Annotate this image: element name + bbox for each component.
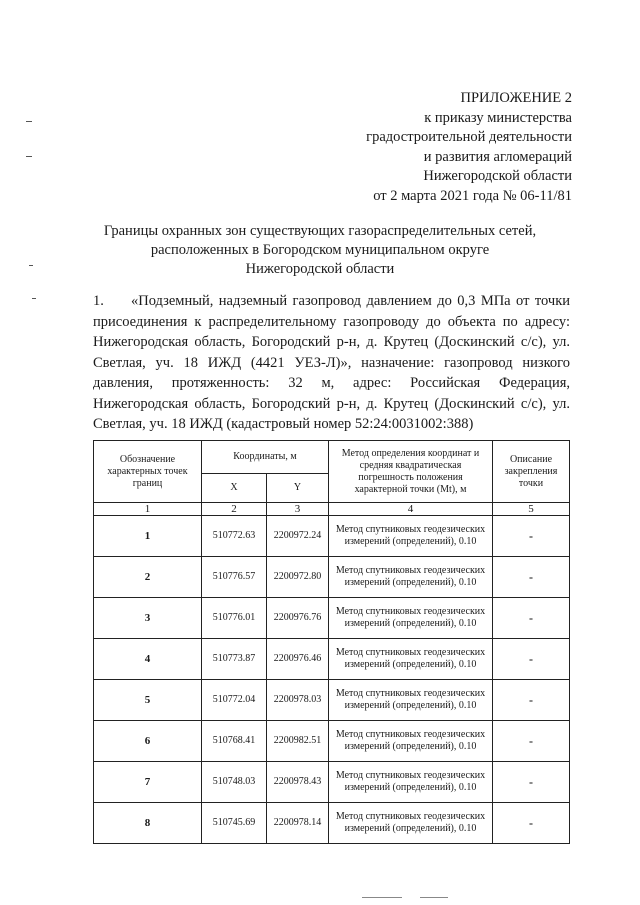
coord-y: 2200976.76 xyxy=(267,598,329,639)
description-cell: - xyxy=(493,721,570,762)
coord-y: 2200976.46 xyxy=(267,639,329,680)
appendix-title: ПРИЛОЖЕНИЕ 2 xyxy=(460,90,572,106)
appendix-header xyxy=(366,89,572,206)
table-row xyxy=(94,598,570,639)
coord-y: 2200972.80 xyxy=(267,557,329,598)
coord-x: 510768.41 xyxy=(202,721,267,762)
point-id: 6 xyxy=(94,721,202,762)
header-method: Метод определения координат и средняя квадратическая погрешность положения характерной точки (Mt), м xyxy=(329,441,493,503)
point-id: 7 xyxy=(94,762,202,803)
appendix-line: градостроительной деятельности xyxy=(366,129,572,145)
column-number: 3 xyxy=(267,503,329,516)
description-cell: - xyxy=(493,598,570,639)
column-number: 5 xyxy=(493,503,570,516)
title-line: Нижегородской области xyxy=(245,261,395,277)
coord-x: 510773.87 xyxy=(202,639,267,680)
scan-mark xyxy=(26,121,32,122)
coord-x: 510772.04 xyxy=(202,680,267,721)
header-x: X xyxy=(202,474,267,503)
coord-x: 510776.01 xyxy=(202,598,267,639)
table-row xyxy=(94,516,570,557)
table-row xyxy=(94,557,570,598)
method-cell: Метод спутниковых геодезических измерений (определений), 0.10 xyxy=(329,557,493,598)
point-id: 3 xyxy=(94,598,202,639)
point-id: 1 xyxy=(94,516,202,557)
appendix-date-number: от 2 марта 2021 года № 06-11/81 xyxy=(373,187,572,204)
column-numbers-row xyxy=(94,503,570,516)
header-y: Y xyxy=(267,474,329,503)
section-paragraph xyxy=(93,291,570,435)
header-desc: Описание закрепления точки xyxy=(493,441,570,503)
description-cell: - xyxy=(493,639,570,680)
appendix-line: к приказу министерства xyxy=(424,109,572,126)
coord-y: 2200978.43 xyxy=(267,762,329,803)
section-number: 1. xyxy=(93,293,104,309)
title-line: Границы охранных зон существующих газораспределительных сетей, xyxy=(103,223,537,239)
table-header-row xyxy=(94,441,570,474)
description-cell: - xyxy=(493,803,570,844)
method-cell: Метод спутниковых геодезических измерений (определений), 0.10 xyxy=(329,516,493,557)
description-cell: - xyxy=(493,762,570,803)
description-cell: - xyxy=(493,557,570,598)
method-cell: Метод спутниковых геодезических измерений (определений), 0.10 xyxy=(329,762,493,803)
coord-x: 510772.63 xyxy=(202,516,267,557)
coord-y: 2200978.14 xyxy=(267,803,329,844)
title-line: расположенных в Богородском муниципальном округе xyxy=(150,242,490,258)
table-row xyxy=(94,762,570,803)
point-id: 8 xyxy=(94,803,202,844)
coord-y: 2200978.03 xyxy=(267,680,329,721)
method-cell: Метод спутниковых геодезических измерений (определений), 0.10 xyxy=(329,803,493,844)
coord-x: 510745.69 xyxy=(202,803,267,844)
column-number: 1 xyxy=(94,503,202,516)
table-row xyxy=(94,803,570,844)
scan-mark xyxy=(32,298,36,299)
description-cell: - xyxy=(493,680,570,721)
description-cell: - xyxy=(493,516,570,557)
section-text: «Подземный, надземный газопровод давлением до 0,3 МПа от точки присоединения к распределительному газопроводу до объекта по адресу: Нижегородская область, Богородский р-н, д. Крутец (Доскинский с/с), ул. Светлая, уч. 18 ИЖД (4421 УЕЗ-Л)», назначение: газопровод низкого давления, протяженность: 32 м, адрес: Российская Федерация, Нижегородская область, Богородский р-н, д. Крутец (Доскинский с/с), ул. Светлая, уч. 18 ИЖД (кадастровый номер 52:24:0031002:388) xyxy=(93,293,570,432)
table-row xyxy=(94,639,570,680)
document-title xyxy=(60,222,580,279)
coord-y: 2200972.24 xyxy=(267,516,329,557)
scan-footer-line xyxy=(420,897,448,898)
method-cell: Метод спутниковых геодезических измерений (определений), 0.10 xyxy=(329,639,493,680)
column-number: 2 xyxy=(202,503,267,516)
coord-y: 2200982.51 xyxy=(267,721,329,762)
header-point: Обозначение характерных точек границ xyxy=(94,441,202,503)
column-number: 4 xyxy=(329,503,493,516)
point-id: 2 xyxy=(94,557,202,598)
scan-footer-line xyxy=(362,897,402,898)
scan-mark xyxy=(26,156,32,157)
header-coords: Координаты, м xyxy=(202,441,329,474)
coord-x: 510748.03 xyxy=(202,762,267,803)
appendix-line: и развития агломераций xyxy=(423,148,572,165)
table-row xyxy=(94,721,570,762)
coord-x: 510776.57 xyxy=(202,557,267,598)
point-id: 5 xyxy=(94,680,202,721)
scan-mark xyxy=(29,265,33,266)
coordinates-table xyxy=(93,440,570,844)
appendix-line: Нижегородской области xyxy=(423,168,572,184)
method-cell: Метод спутниковых геодезических измерений (определений), 0.10 xyxy=(329,680,493,721)
point-id: 4 xyxy=(94,639,202,680)
method-cell: Метод спутниковых геодезических измерений (определений), 0.10 xyxy=(329,721,493,762)
method-cell: Метод спутниковых геодезических измерений (определений), 0.10 xyxy=(329,598,493,639)
table-row xyxy=(94,680,570,721)
